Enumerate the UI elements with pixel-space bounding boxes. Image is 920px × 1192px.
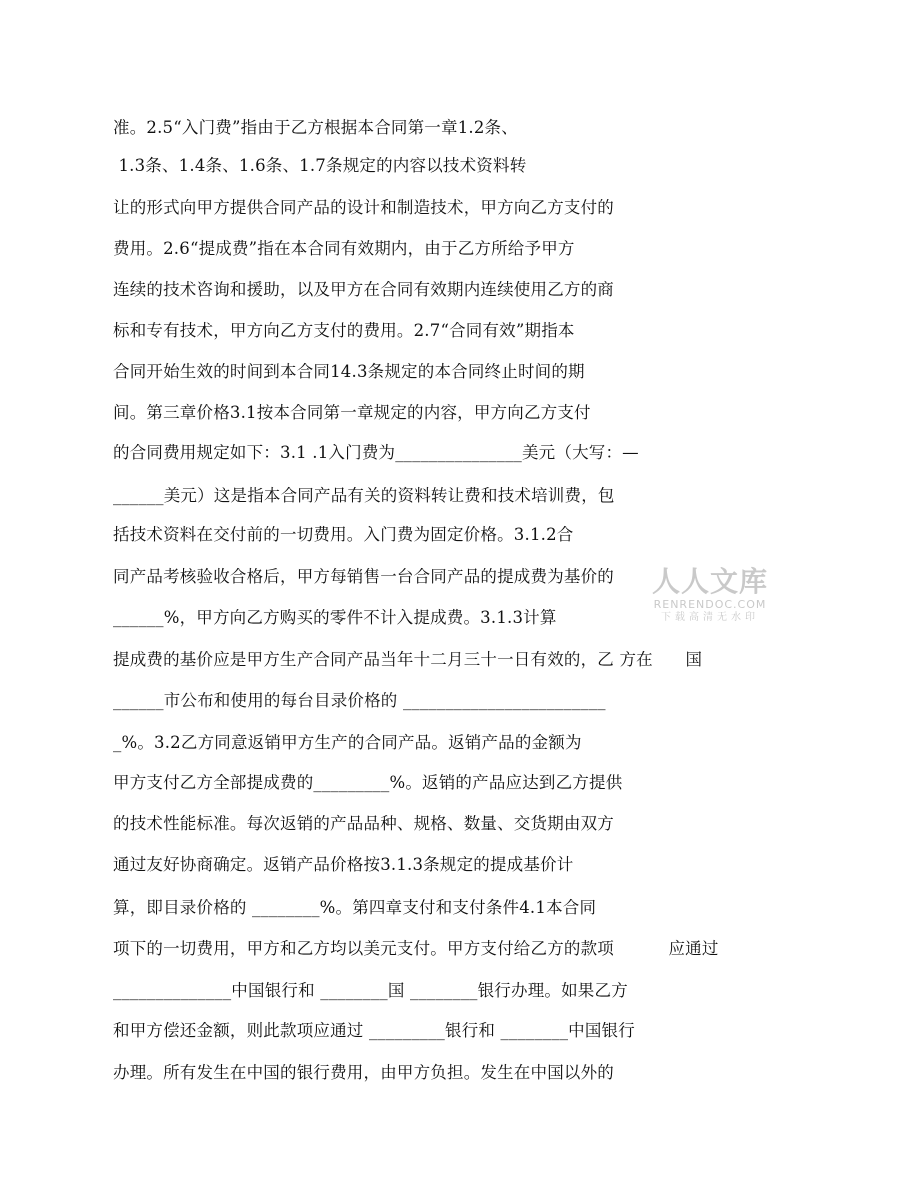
document-line: 1.3条、1.4条、1.6条、1.7条规定的内容以技术资料转 [113, 156, 527, 175]
document-line: 提成费的基价应是甲方生产合同产品当年十二月三十一日有效的，乙 方在 国 [113, 650, 703, 669]
document-line: ______市公布和使用的每台目录价格的 ________________________ [113, 691, 606, 710]
document-line: 费用。2.6“提成费”指在本合同有效期内，由于乙方所给予甲方 [113, 239, 575, 258]
document-line: 项下的一切费用，甲方和乙方均以美元支付。甲方支付给乙方的款项 应通过 [113, 939, 719, 958]
watermark [640, 566, 780, 624]
document-line: 的技术性能标准。每次返销的产品品种、规格、数量、交货期由双方 [113, 814, 614, 833]
watermark-site: RENRENDOC.COM [653, 598, 767, 611]
document-line: 甲方支付乙方全部提成费的_________%。返销的产品应达到乙方提供 [113, 773, 623, 792]
document-line: 的合同费用规定如下：3.1 .1入门费为_______________美元（大写：— [113, 443, 639, 462]
document-line: 连续的技术咨询和援助，以及甲方在合同有效期内连续使用乙方的商 [113, 280, 614, 299]
document-line: 间。第三章价格3.1按本合同第一章规定的内容，甲方向乙方支付 [113, 403, 591, 422]
document-line: 括技术资料在交付前的一切费用。入门费为固定价格。3.1.2合 [113, 525, 574, 544]
document-line: 标和专有技术，甲方向乙方支付的费用。2.7“合同有效”期指本 [113, 321, 575, 340]
document-line: 同产品考核验收合格后，甲方每销售一台合同产品的提成费为基价的 [113, 567, 614, 586]
document-line: 算，即目录价格的 ________%。第四章支付和支付条件4.1本合同 [113, 898, 597, 917]
document-line: ______美元）这是指本合同产品有关的资料转让费和技术培训费，包 [113, 486, 615, 505]
document-line: 和甲方偿还金额，则此款项应通过 _________银行和 ________中国银行 [113, 1021, 635, 1040]
document-line: 准。2.5“入门费”指由于乙方根据本合同第一章1.2条、 [113, 118, 518, 137]
document-line: ______________中国银行和 ________国 ________银行办理。如果乙方 [113, 981, 628, 1000]
document-line: 让的形式向甲方提供合同产品的设计和制造技术，甲方向乙方支付的 [113, 198, 614, 217]
document-line: _%。3.2乙方同意返销甲方生产的合同产品。返销产品的金额为 [113, 733, 582, 752]
watermark-title: 人人文库 [651, 565, 768, 598]
document-line: 通过友好协商确定。返销产品价格按3.1.3条规定的提成基价计 [113, 855, 574, 874]
document-line: 合同开始生效的时间到本合同14.3条规定的本合同终止时间的期 [113, 362, 585, 381]
document-line: 办理。所有发生在中国的银行费用，由甲方负担。发生在中国以外的 [113, 1063, 614, 1082]
document-line: ______%，甲方向乙方购买的零件不计入提成费。3.1.3计算 [113, 608, 557, 627]
watermark-tagline: 下载高清无水印 [661, 612, 759, 623]
